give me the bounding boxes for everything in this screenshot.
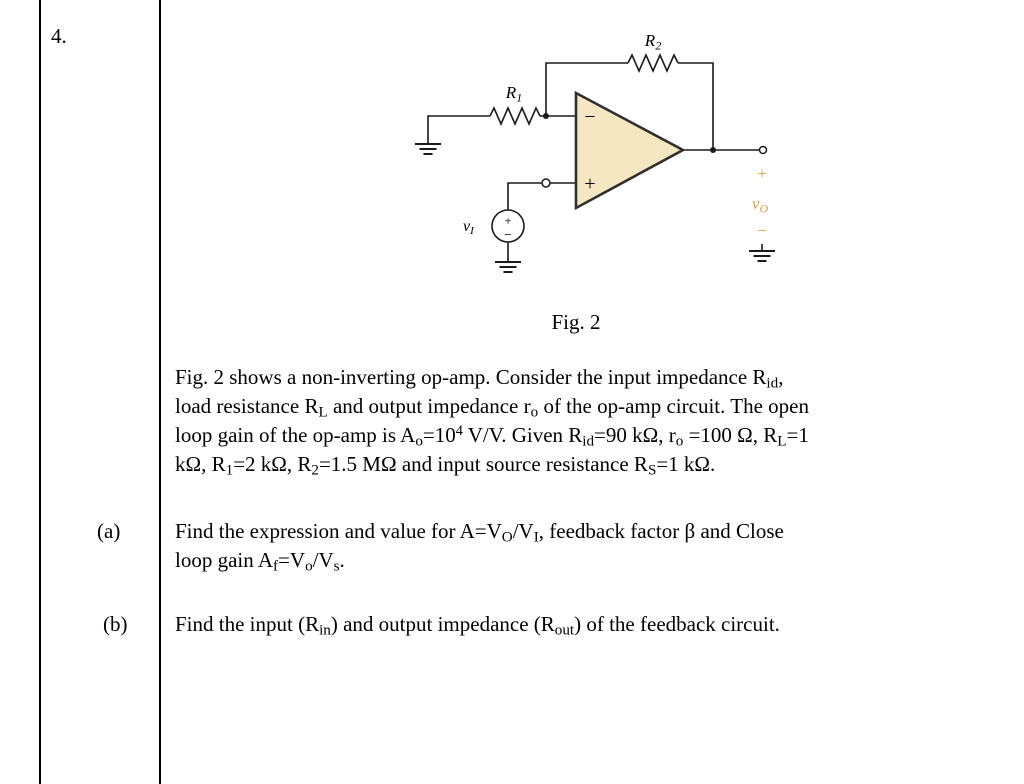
node-inverting-junction [543, 113, 549, 119]
part-b-text: Find the input $(R_{in})$ and output impedance $(R_{out})$ of the feedback circuit. [175, 612, 780, 639]
question-number: 4. [51, 24, 67, 48]
output-plus-sign: + [757, 164, 767, 183]
resistor-r1 [490, 108, 540, 124]
output-minus-sign: − [757, 221, 767, 240]
source-minus-sign: − [504, 228, 512, 243]
ground-symbol-output [749, 251, 775, 261]
table-border-left [39, 0, 41, 784]
wire-feedback-right [678, 63, 713, 150]
circuit-figure [378, 18, 798, 308]
figure-caption: Fig. 2 [551, 310, 601, 334]
part-a-label: (a) [97, 519, 121, 543]
r2-label: $R_2$ [644, 31, 662, 53]
problem-statement: Fig. 2 shows a non-inverting op-amp. Consider the input impedance $R_{id}$, load resistance $R_L$ and output impedance $r_o$ of the op-amp circuit. The open loop gain of the op-amp is $A_o=10^4$ V/V. Given $R_{id}=90$ kΩ, $r_o =100$ Ω, $R_L=1$ kΩ, $R_1=2$ kΩ, $R_2=1.5$ MΩ and input source resistance $R_S=1$ kΩ. [175, 365, 809, 479]
vo-label: $v_O$ [752, 194, 769, 216]
wire-noninverting-input [508, 183, 576, 210]
table-border-inner [159, 0, 161, 784]
opamp-noninverting-sign: + [584, 173, 596, 195]
r1-label: $R_1$ [505, 83, 523, 105]
part-b-label: (b) [103, 612, 128, 636]
ground-symbol-source [495, 262, 521, 272]
opamp-inverting-sign: − [584, 106, 596, 128]
output-terminal [760, 147, 767, 154]
noninverting-terminal [542, 179, 550, 187]
source-plus-sign: + [504, 213, 512, 228]
ground-symbol-left [415, 144, 441, 154]
node-output-junction [710, 147, 716, 153]
part-a-text: Find the expression and value for $A=V_O/V_I$, feedback factor β and Close loop gain $A_f=V_o/V_s$. [175, 519, 784, 575]
wire-input-left [428, 116, 490, 144]
resistor-r2 [628, 55, 678, 71]
vi-label: vI [463, 218, 474, 237]
